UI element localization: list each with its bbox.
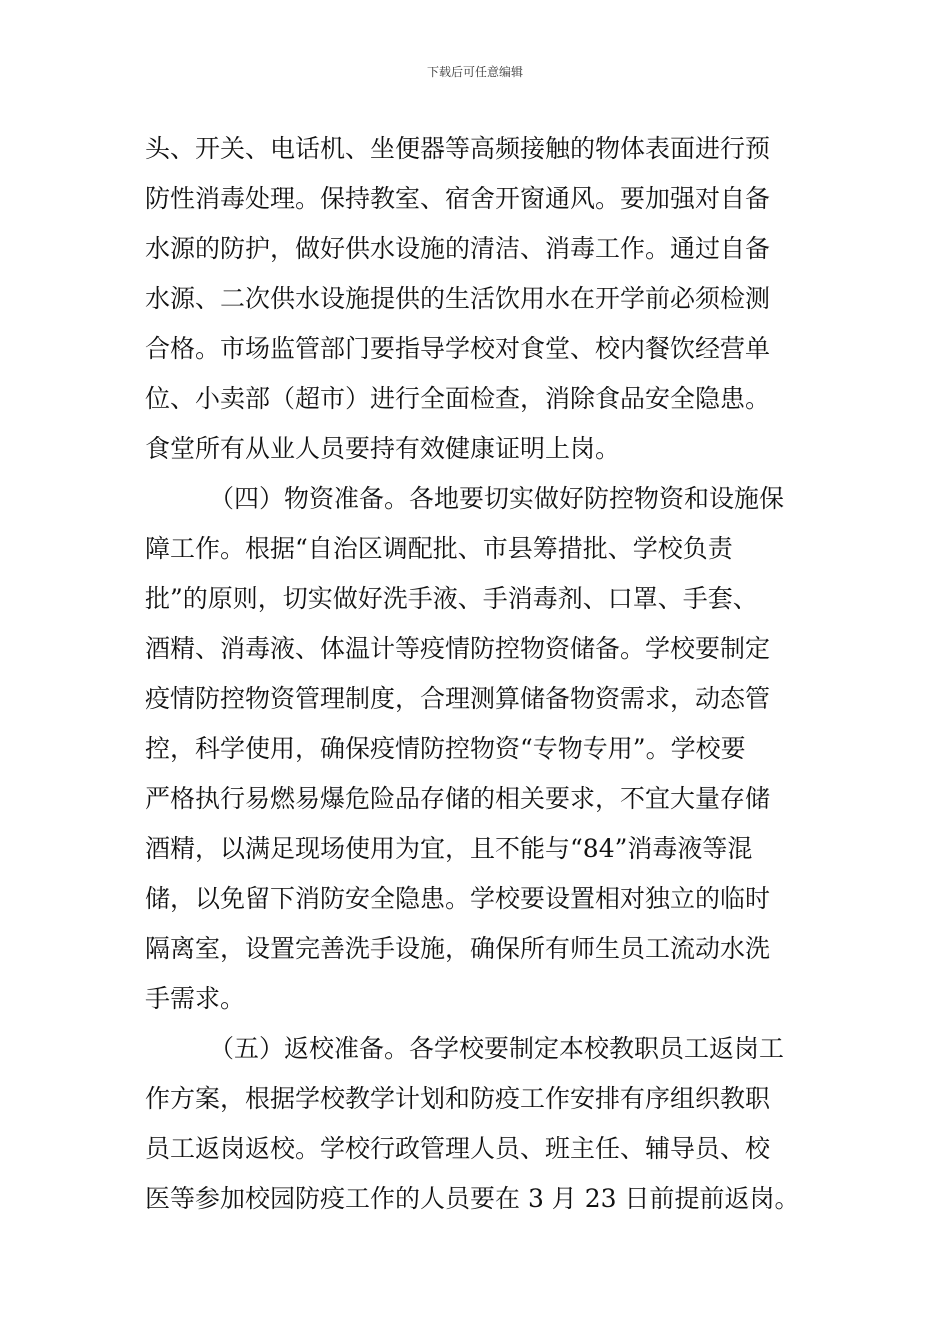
text-line: 水源的防护，做好供水设施的清洁、消毒工作。通过自备 bbox=[145, 234, 771, 263]
text-line: 酒精、消毒液、体温计等疫情防控物资储备。学校要制定 bbox=[145, 634, 771, 663]
text-line: 酒精，以满足现场使用为宜，且不能与“84”消毒液等混 bbox=[145, 834, 753, 863]
text-line: 作方案，根据学校教学计划和防疫工作安排有序组织教职 bbox=[145, 1084, 771, 1113]
text-line: （五）返校准备。各学校要制定本校教职员工返岗工 bbox=[209, 1034, 785, 1063]
text-line: 位、小卖部（超市）进行全面检查，消除食品安全隐患。 bbox=[145, 384, 771, 413]
text-line: 批”的原则，切实做好洗手液、手消毒剂、口罩、手套、 bbox=[145, 584, 758, 613]
text-line: 水源、二次供水设施提供的生活饮用水在开学前必须检测 bbox=[145, 284, 771, 313]
page-header-note: 下载后可任意编辑 bbox=[426, 65, 523, 79]
text-line: 障工作。根据“自治区调配批、市县筹措批、学校负责 bbox=[145, 534, 733, 563]
text-line: 医等参加校园防疫工作的人员要在 3 月 23 日前提前返岗。 bbox=[145, 1184, 800, 1213]
paragraph-hygiene bbox=[145, 124, 810, 474]
text-line: 控，科学使用，确保疫情防控物资“专物专用”。学校要 bbox=[145, 734, 746, 763]
text-line: 食堂所有从业人员要持有效健康证明上岗。 bbox=[145, 434, 621, 463]
text-line: 手需求。 bbox=[145, 984, 246, 1013]
text-line: 头、开关、电话机、坐便器等高频接触的物体表面进行预 bbox=[145, 134, 771, 163]
text-line: （四）物资准备。各地要切实做好防控物资和设施保 bbox=[209, 484, 785, 513]
text-line: 员工返岗返校。学校行政管理人员、班主任、辅导员、校 bbox=[145, 1134, 771, 1163]
text-line: 疫情防控物资管理制度，合理测算储备物资需求，动态管 bbox=[145, 684, 771, 713]
text-line: 储，以免留下消防安全隐患。学校要设置相对独立的临时 bbox=[145, 884, 771, 913]
text-line: 防性消毒处理。保持教室、宿舍开窗通风。要加强对自备 bbox=[145, 184, 771, 213]
text-line: 合格。市场监管部门要指导学校对食堂、校内餐饮经营单 bbox=[145, 334, 771, 363]
paragraph-return bbox=[145, 1024, 810, 1224]
document-body bbox=[145, 124, 810, 1224]
text-line: 隔离室，设置完善洗手设施，确保所有师生员工流动水洗 bbox=[145, 934, 771, 963]
text-line: 严格执行易燃易爆危险品存储的相关要求，不宜大量存储 bbox=[145, 784, 771, 813]
paragraph-supplies bbox=[145, 474, 810, 1024]
